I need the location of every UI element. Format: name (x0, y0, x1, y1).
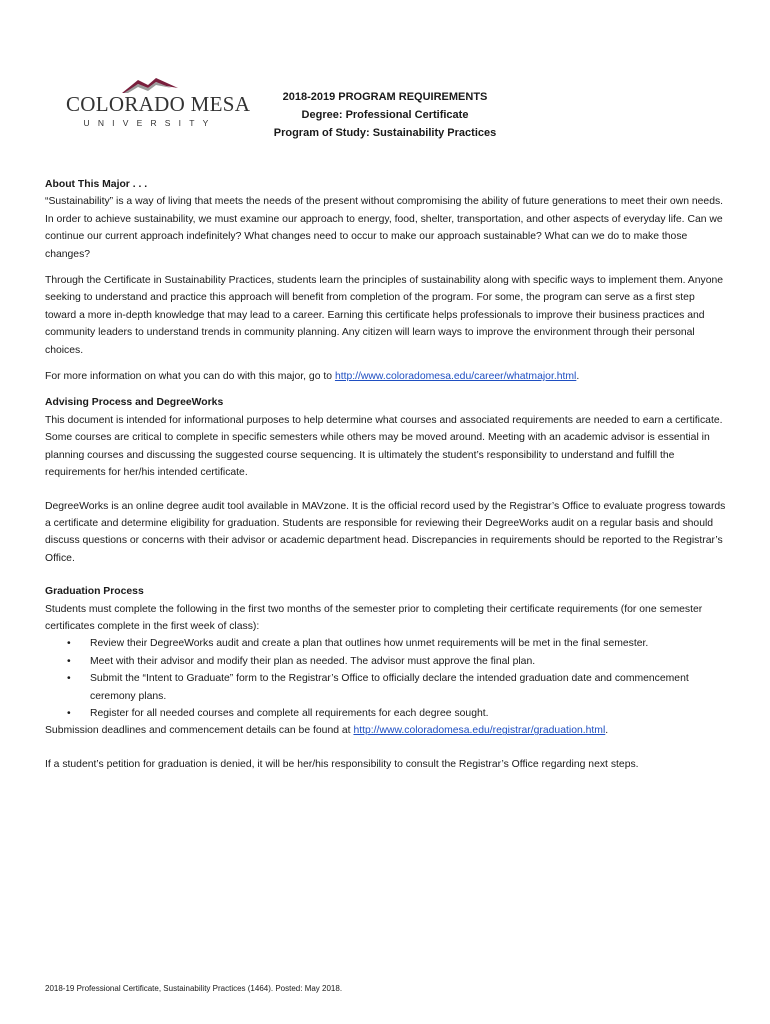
bullet-icon: • (67, 673, 71, 685)
graduation-intro: Students must complete the following in the first two months of the semester prior to completing their certificate requirements (for one semester certificates complete in the first week of class): (45, 603, 703, 632)
document-header (230, 88, 540, 142)
page-footer: 2018-19 Professional Certificate, Sustainability Practices (1464). Posted: May 2018. (45, 984, 343, 993)
program-requirements-title: 2018-2019 PROGRAM REQUIREMENTS (282, 91, 488, 103)
whatmajor-link[interactable]: http://www.coloradomesa.edu/career/whatmajor.html (334, 371, 577, 383)
deadlines-line: Submission deadlines and commencement details can be found at http://www.coloradomesa.edu/registrar/graduation.html. (45, 725, 609, 737)
petition-denied-note: If a student’s petition for graduation is denied, it will be her/his responsibility to consult the Registrar’s Office regarding next steps. (45, 758, 639, 770)
graduation-link[interactable]: http://www.coloradomesa.edu/registrar/graduation.html (353, 725, 606, 737)
university-logo (66, 76, 251, 132)
bullet-icon: • (67, 707, 71, 719)
logo-subtitle: UNIVERSITY (83, 118, 217, 128)
about-paragraph-2: Through the Certificate in Sustainability Practices, students learn the principles of sustainability along with specific ways to implement them. Anyone seeking to understand and practice this approach will benefit from completion of the program. For some, the program can serve as a first step toward a more in-depth knowledge that may lead to a career. Earning this certificate helps professionals to improve their business practices and community leaders to understand trends in community planning. Any citizen will learn ways to improve the environment through their personal choices. (45, 275, 724, 356)
bullet-icon: • (67, 638, 71, 650)
advising-heading: Advising Process and DegreeWorks (45, 397, 224, 409)
about-paragraph-1: “Sustainability” is a way of living that meets the needs of the present without compromising the ability of future generations to meet their own needs. In order to achieve sustainability, we must examine our approach to energy, food, shelter, transportation, and other aspects of everyday life. Can we continue our current approach indefinitely? What changes need to occur to make our approach sustainable? What can we do to make those changes? (45, 196, 724, 260)
program-of-study-line: Program of Study: Sustainability Practices (273, 127, 497, 139)
more-info-line: For more information on what you can do with this major, go to http://www.coloradomesa.edu/career/whatmajor.html. (45, 371, 580, 383)
list-item: • Register for all needed courses and complete all requirements for each degree sought. (45, 705, 727, 722)
graduation-steps-list (45, 635, 727, 722)
list-item: • Submit the “Intent to Graduate” form to the Registrar’s Office to officially declare the intended graduation date and commencement ceremony plans. (45, 670, 727, 705)
list-item: • Review their DegreeWorks audit and create a plan that outlines how unmet requirements will be met in the final semester. (45, 635, 727, 652)
advising-paragraph-1: This document is intended for informational purposes to help determine what courses and associated requirements are needed to earn a certificate. Some courses are critical to complete in specific semesters while others may be moved around. Meeting with an academic advisor is essential in planning courses and discussing the suggested course sequencing. It is ultimately the student’s responsibility to understand and fulfill the requirements for her/his intended certificate. (45, 414, 723, 479)
degree-line: Degree: Professional Certificate (301, 109, 469, 121)
graduation-heading: Graduation Process (45, 586, 144, 598)
document-body (45, 176, 727, 773)
logo-wordmark: COLORADO MESA (66, 92, 251, 116)
list-item: • Meet with their advisor and modify their plan as needed. The advisor must approve the final plan. (45, 653, 727, 670)
advising-paragraph-2: DegreeWorks is an online degree audit tool available in MAVzone. It is the official record used by the Registrar’s Office to evaluate progress towards a certificate and determine eligibility for graduation. Students are responsible for reviewing their DegreeWorks audit on a regular basis and should discuss questions or concerns with their advisor or academic department head. Discrepancies in requirements should be reported to the Registrar’s Office. (45, 500, 726, 564)
about-heading: About This Major . . . (45, 179, 148, 190)
bullet-icon: • (67, 655, 71, 667)
